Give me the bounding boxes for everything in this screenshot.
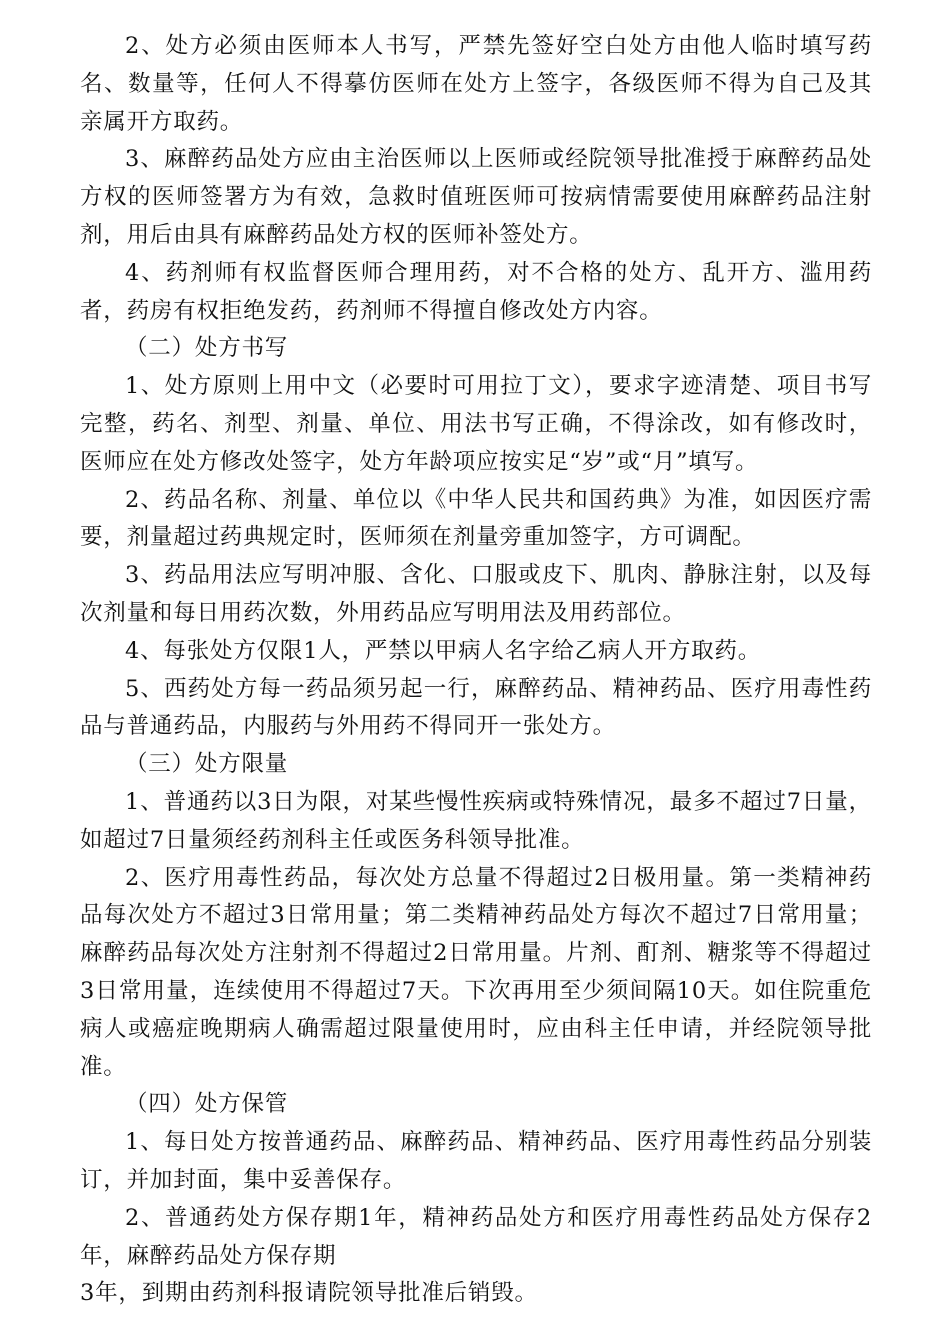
paragraph-storage-rule-2: 2、普通药处方保存期1年，精神药品处方和医疗用毒性药品处方保存2年，麻醉药品处方保存期 — [80, 1204, 872, 1269]
paragraph-writing-rule-4: 4、每张处方仅限1人，严禁以甲病人名字给乙病人开方取药。 — [125, 637, 762, 664]
paragraph-limit-rule-2: 2、医疗用毒性药品，每次处方总量不得超过2日极用量。第一类精神药品每次处方不超过3日常用量；第二类精神药品处方每次不超过7日常用量；麻醉药品每次处方注射剂不得超过2日常用量。片剂、酊剂、糖浆等不得超过3日常用量，连续使用不得超过7天。下次再用至少须间隔10天。如住院重危病人或癌症晚期病人确需超过限量使用时，应由科主任申请，并经院领导批准。 — [80, 864, 872, 1080]
paragraph-writing-rule-3: 3、药品用法应写明冲服、含化、口服或皮下、肌肉、静脉注射，以及每次剂量和每日用药次数，外用药品应写明用法及用药部位。 — [80, 562, 872, 626]
paragraph-storage-rule-1: 1、每日处方按普通药品、麻醉药品、精神药品、医疗用毒性药品分别装订，并加封面，集中妥善保存。 — [80, 1129, 872, 1193]
paragraph-writing-rule-2: 2、药品名称、剂量、单位以《中华人民共和国药典》为准，如因医疗需要，剂量超过药典规定时，医师须在剂量旁重加签字，方可调配。 — [80, 486, 872, 551]
paragraph-pharmacist-supervision: 4、药剂师有权监督医师合理用药，对不合格的处方、乱开方、滥用药者，药房有权拒绝发药，药剂师不得擅自修改处方内容。 — [80, 259, 872, 324]
paragraph-writing-rule-1: 1、处方原则上用中文（必要时可用拉丁文），要求字迹清楚、项目书写完整，药名、剂型、剂量、单位、用法书写正确，不得涂改，如有修改时，医师应在处方修改处签字，处方年龄项应按实足“岁”或“月”填写。 — [80, 373, 872, 475]
paragraph-storage-rule-2-continued: 3年，到期由药剂科报请院领导批准后销毁。 — [80, 1280, 538, 1307]
paragraph-limit-rule-1: 1、普通药以3日为限，对某些慢性疾病或特殊情况，最多不超过7日量，如超过7日量须经药剂科主任或医务科领导批准。 — [80, 788, 872, 853]
paragraph-prescription-handwriting: 2、处方必须由医师本人书写，严禁先签好空白处方由他人临时填写药名、数量等，任何人不得摹仿医师在处方上签字，各级医师不得为自己及其亲属开方取药。 — [80, 33, 872, 135]
paragraph-writing-rule-5: 5、西药处方每一药品须另起一行，麻醉药品、精神药品、医疗用毒性药品与普通药品，内服药与外用药不得同开一张处方。 — [80, 675, 872, 740]
section-heading-writing: （二）处方书写 — [125, 335, 289, 362]
paragraph-narcotic-prescription: 3、麻醉药品处方应由主治医师以上医师或经院领导批准授于麻醉药品处方权的医师签署方为有效，急救时值班医师可按病情需要使用麻醉药品注射剂，用后由具有麻醉药品处方权的医师补签处方。 — [80, 146, 872, 248]
section-heading-limits: （三）处方限量 — [125, 751, 289, 778]
document-page — [80, 28, 872, 1328]
section-heading-storage: （四）处方保管 — [125, 1091, 289, 1118]
